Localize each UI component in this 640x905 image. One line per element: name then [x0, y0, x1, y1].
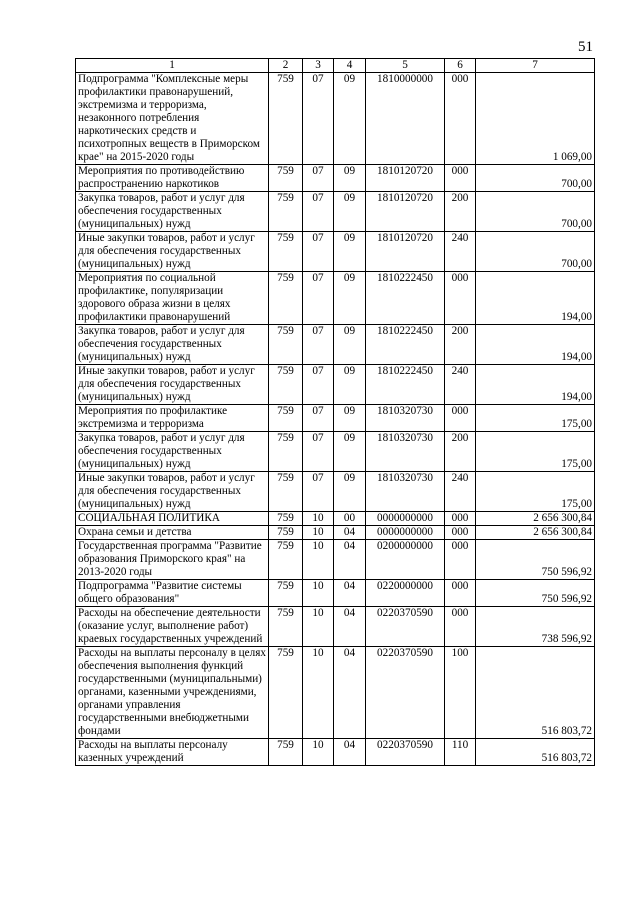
- row-expense-type-cell: 240: [445, 365, 476, 405]
- row-section-cell: 07: [303, 365, 334, 405]
- row-target-article-cell: 1810320730: [366, 432, 445, 472]
- row-subsection-cell: 04: [334, 647, 366, 739]
- table-row: [76, 432, 595, 472]
- row-expense-type-cell: 110: [445, 739, 476, 766]
- row-subsection-cell: 04: [334, 580, 366, 607]
- row-amount-cell: 750 596,92: [476, 580, 595, 607]
- row-subsection-cell: 09: [334, 472, 366, 512]
- row-name-cell: Подпрограмма "Комплексные меры профилактики правонарушений, экстремизма и терроризма, незаконного потребления наркотических средств и психотропных веществ в Приморском крае" на 2015-2020 годы: [76, 73, 269, 165]
- row-section-cell: 10: [303, 580, 334, 607]
- row-expense-type-cell: 100: [445, 647, 476, 739]
- row-name-cell: СОЦИАЛЬНАЯ ПОЛИТИКА: [76, 512, 269, 526]
- row-amount-cell: 516 803,72: [476, 647, 595, 739]
- row-code-cell: 759: [269, 192, 303, 232]
- row-subsection-cell: 04: [334, 526, 366, 540]
- row-name-cell: Иные закупки товаров, работ и услуг для обеспечения государственных (муниципальных) нужд: [76, 472, 269, 512]
- row-target-article-cell: 1810120720: [366, 165, 445, 192]
- row-code-cell: 759: [269, 232, 303, 272]
- row-amount-cell: 700,00: [476, 232, 595, 272]
- row-target-article-cell: 0220370590: [366, 647, 445, 739]
- row-amount-cell: 2 656 300,84: [476, 526, 595, 540]
- row-target-article-cell: 1810222450: [366, 365, 445, 405]
- table-row: [76, 232, 595, 272]
- table-row: [76, 405, 595, 432]
- row-expense-type-cell: 000: [445, 165, 476, 192]
- row-target-article-cell: 0200000000: [366, 540, 445, 580]
- row-name-cell: Государственная программа "Развитие образования Приморского края" на 2013-2020 годы: [76, 540, 269, 580]
- row-name-cell: Мероприятия по профилактике экстремизма и терроризма: [76, 405, 269, 432]
- row-section-cell: 10: [303, 540, 334, 580]
- row-subsection-cell: 09: [334, 73, 366, 165]
- row-subsection-cell: 09: [334, 192, 366, 232]
- row-section-cell: 10: [303, 512, 334, 526]
- header-cell: 5: [366, 59, 445, 73]
- row-code-cell: 759: [269, 540, 303, 580]
- row-code-cell: 759: [269, 526, 303, 540]
- row-subsection-cell: 09: [334, 272, 366, 325]
- row-expense-type-cell: 000: [445, 405, 476, 432]
- row-target-article-cell: 1810000000: [366, 73, 445, 165]
- row-name-cell: Подпрограмма "Развитие системы общего образования": [76, 580, 269, 607]
- row-target-article-cell: 0220370590: [366, 607, 445, 647]
- row-target-article-cell: 0000000000: [366, 512, 445, 526]
- table-row: [76, 526, 595, 540]
- row-subsection-cell: 04: [334, 540, 366, 580]
- row-code-cell: 759: [269, 272, 303, 325]
- row-name-cell: Расходы на выплаты персоналу казенных учреждений: [76, 739, 269, 766]
- row-section-cell: 10: [303, 526, 334, 540]
- row-amount-cell: 194,00: [476, 365, 595, 405]
- row-expense-type-cell: 000: [445, 512, 476, 526]
- row-section-cell: 07: [303, 192, 334, 232]
- row-amount-cell: 700,00: [476, 192, 595, 232]
- row-name-cell: Иные закупки товаров, работ и услуг для обеспечения государственных (муниципальных) нужд: [76, 365, 269, 405]
- table-row: [76, 512, 595, 526]
- row-code-cell: 759: [269, 580, 303, 607]
- row-name-cell: Охрана семьи и детства: [76, 526, 269, 540]
- row-code-cell: 759: [269, 647, 303, 739]
- budget-table: [75, 58, 595, 766]
- page-number: 51: [578, 39, 593, 55]
- row-name-cell: Мероприятия по социальной профилактике, популяризации здорового образа жизни в целях профилактики правонарушений: [76, 272, 269, 325]
- row-name-cell: Закупка товаров, работ и услуг для обеспечения государственных (муниципальных) нужд: [76, 192, 269, 232]
- row-expense-type-cell: 200: [445, 325, 476, 365]
- header-cell: 2: [269, 59, 303, 73]
- row-section-cell: 07: [303, 272, 334, 325]
- table-row: [76, 325, 595, 365]
- row-code-cell: 759: [269, 739, 303, 766]
- row-name-cell: Закупка товаров, работ и услуг для обеспечения государственных (муниципальных) нужд: [76, 432, 269, 472]
- row-target-article-cell: 1810120720: [366, 192, 445, 232]
- row-code-cell: 759: [269, 365, 303, 405]
- header-cell: 3: [303, 59, 334, 73]
- row-expense-type-cell: 240: [445, 472, 476, 512]
- row-section-cell: 07: [303, 73, 334, 165]
- row-section-cell: 07: [303, 325, 334, 365]
- row-target-article-cell: 0220370590: [366, 739, 445, 766]
- row-target-article-cell: 1810222450: [366, 272, 445, 325]
- row-expense-type-cell: 200: [445, 192, 476, 232]
- row-code-cell: 759: [269, 405, 303, 432]
- row-subsection-cell: 09: [334, 165, 366, 192]
- row-expense-type-cell: 000: [445, 580, 476, 607]
- table-row: [76, 272, 595, 325]
- row-target-article-cell: 1810222450: [366, 325, 445, 365]
- header-row: [76, 59, 595, 73]
- row-target-article-cell: 0220000000: [366, 580, 445, 607]
- row-name-cell: Мероприятия по противодействию распространению наркотиков: [76, 165, 269, 192]
- header-cell: 1: [76, 59, 269, 73]
- row-code-cell: 759: [269, 73, 303, 165]
- header-cell: 7: [476, 59, 595, 73]
- row-amount-cell: 194,00: [476, 325, 595, 365]
- table-row: [76, 647, 595, 739]
- row-subsection-cell: 09: [334, 405, 366, 432]
- row-expense-type-cell: 240: [445, 232, 476, 272]
- row-target-article-cell: 1810120720: [366, 232, 445, 272]
- row-subsection-cell: 00: [334, 512, 366, 526]
- row-amount-cell: 175,00: [476, 405, 595, 432]
- row-code-cell: 759: [269, 325, 303, 365]
- row-amount-cell: 175,00: [476, 472, 595, 512]
- table-row: [76, 73, 595, 165]
- row-amount-cell: 700,00: [476, 165, 595, 192]
- row-amount-cell: 750 596,92: [476, 540, 595, 580]
- row-section-cell: 07: [303, 472, 334, 512]
- header-cell: 4: [334, 59, 366, 73]
- row-amount-cell: 2 656 300,84: [476, 512, 595, 526]
- row-name-cell: Расходы на выплаты персоналу в целях обеспечения выполнения функций государственными (муниципальными) органами, казенными учреждениями, органами управления государственными внебюджетными фондами: [76, 647, 269, 739]
- row-section-cell: 10: [303, 647, 334, 739]
- row-name-cell: Закупка товаров, работ и услуг для обеспечения государственных (муниципальных) нужд: [76, 325, 269, 365]
- row-name-cell: Расходы на обеспечение деятельности (оказание услуг, выполнение работ) краевых государственных учреждений: [76, 607, 269, 647]
- header-cell: 6: [445, 59, 476, 73]
- row-target-article-cell: 1810320730: [366, 472, 445, 512]
- table-row: [76, 739, 595, 766]
- table-row: [76, 165, 595, 192]
- row-amount-cell: 516 803,72: [476, 739, 595, 766]
- row-section-cell: 10: [303, 739, 334, 766]
- row-code-cell: 759: [269, 432, 303, 472]
- row-subsection-cell: 09: [334, 325, 366, 365]
- row-name-cell: Иные закупки товаров, работ и услуг для обеспечения государственных (муниципальных) нужд: [76, 232, 269, 272]
- row-target-article-cell: 1810320730: [366, 405, 445, 432]
- row-expense-type-cell: 000: [445, 272, 476, 325]
- row-expense-type-cell: 000: [445, 607, 476, 647]
- row-subsection-cell: 09: [334, 432, 366, 472]
- table-row: [76, 192, 595, 232]
- row-target-article-cell: 0000000000: [366, 526, 445, 540]
- row-expense-type-cell: 000: [445, 540, 476, 580]
- row-amount-cell: 1 069,00: [476, 73, 595, 165]
- row-code-cell: 759: [269, 607, 303, 647]
- row-section-cell: 07: [303, 232, 334, 272]
- row-amount-cell: 175,00: [476, 432, 595, 472]
- row-section-cell: 10: [303, 607, 334, 647]
- row-expense-type-cell: 000: [445, 526, 476, 540]
- row-subsection-cell: 04: [334, 607, 366, 647]
- row-section-cell: 07: [303, 405, 334, 432]
- table-row: [76, 580, 595, 607]
- row-subsection-cell: 04: [334, 739, 366, 766]
- row-section-cell: 07: [303, 432, 334, 472]
- table-row: [76, 365, 595, 405]
- table-row: [76, 472, 595, 512]
- row-section-cell: 07: [303, 165, 334, 192]
- row-amount-cell: 194,00: [476, 272, 595, 325]
- table-row: [76, 540, 595, 580]
- row-subsection-cell: 09: [334, 365, 366, 405]
- row-expense-type-cell: 200: [445, 432, 476, 472]
- row-code-cell: 759: [269, 165, 303, 192]
- row-expense-type-cell: 000: [445, 73, 476, 165]
- table-row: [76, 607, 595, 647]
- row-subsection-cell: 09: [334, 232, 366, 272]
- row-code-cell: 759: [269, 512, 303, 526]
- row-code-cell: 759: [269, 472, 303, 512]
- row-amount-cell: 738 596,92: [476, 607, 595, 647]
